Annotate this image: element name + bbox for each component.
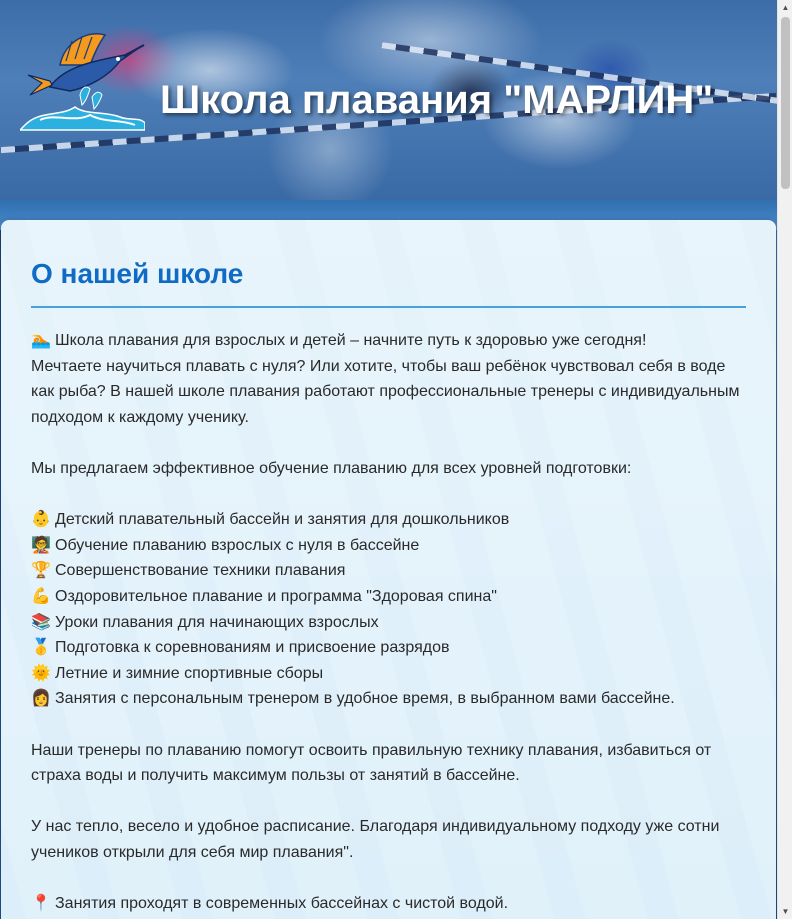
list-item: [31, 584, 746, 610]
header-banner: [0, 0, 777, 200]
list-item-text: Обучение плаванию взрослых с нуля в бассейне: [55, 536, 420, 554]
paragraph-4: У нас тепло, весело и удобное расписание. Благодаря индивидуальному подходу уже сотни учеников открыли для себя мир плавания".: [31, 818, 720, 861]
scroll-up-arrow-icon[interactable]: ▲: [781, 3, 790, 12]
intro-line: [31, 328, 746, 354]
list-item-text: Подготовка к соревнованиям и присвоение разрядов: [55, 639, 450, 657]
scroll-down-arrow-icon[interactable]: ▼: [781, 907, 790, 916]
list-item-text: Занятия с персональным тренером в удобное время, в выбранном вами бассейне.: [55, 690, 675, 708]
list-item: [31, 507, 746, 533]
list-item-text: Оздоровительное плавание и программа "Здоровая спина": [55, 587, 497, 605]
paragraph-2: Мы предлагаем эффективное обучение плаванию для всех уровней подготовки:: [31, 459, 632, 477]
baby-emoji: 👶: [31, 511, 51, 529]
list-item-text: Уроки плавания для начинающих взрослых: [55, 613, 379, 631]
site-title: Школа плавания "МАРЛИН": [160, 78, 714, 122]
location-text: Занятия проходят в современных бассейнах с чистой водой.: [55, 895, 509, 913]
list-item: [31, 635, 746, 661]
swimmer-emoji: 🏊: [31, 332, 51, 349]
list-item: [31, 661, 746, 687]
list-item-text: Детский плавательный бассейн и занятия для дошкольников: [55, 511, 510, 529]
list-item-text: Летние и зимние спортивные сборы: [55, 664, 324, 682]
vertical-scrollbar[interactable]: [777, 0, 792, 919]
heading-divider: [31, 306, 746, 308]
muscle-emoji: 💪: [31, 587, 51, 605]
paragraph-1: Мечтаете научиться плавать с нуля? Или хотите, чтобы ваш ребёнок чувствовал себя в воде как рыба? В нашей школе плавания работают профессиональные тренеры с индивидуальным подходом к каждому ученику.: [31, 357, 740, 426]
trophy-emoji: 🏆: [31, 562, 51, 580]
pin-emoji: 📍: [31, 895, 51, 913]
sun-emoji: 🌞: [31, 664, 51, 682]
marlin-logo-icon[interactable]: [20, 25, 145, 135]
list-item: [31, 610, 746, 636]
about-text: [31, 328, 746, 917]
intro-text: Школа плавания для взрослых и детей – начните путь к здоровью уже сегодня!: [55, 332, 647, 349]
paragraph-3: Наши тренеры по плаванию помогут освоить правильную технику плавания, избавиться от страха воды и получить максимум пользы от занятий в бассейне.: [31, 741, 712, 785]
scrollbar-thumb[interactable]: [781, 17, 790, 189]
location-line: [31, 891, 746, 917]
list-item-text: Совершенствование техники плавания: [55, 562, 346, 580]
woman-emoji: 👩: [31, 690, 51, 708]
list-item: [31, 533, 746, 559]
list-item: [31, 686, 746, 712]
teacher-emoji: 🧑‍🏫: [31, 536, 51, 554]
about-heading: О нашей школе: [31, 258, 244, 289]
books-emoji: 📚: [31, 613, 51, 631]
medal-emoji: 🥇: [31, 639, 51, 657]
about-card: [1, 220, 776, 919]
list-item: [31, 558, 746, 584]
